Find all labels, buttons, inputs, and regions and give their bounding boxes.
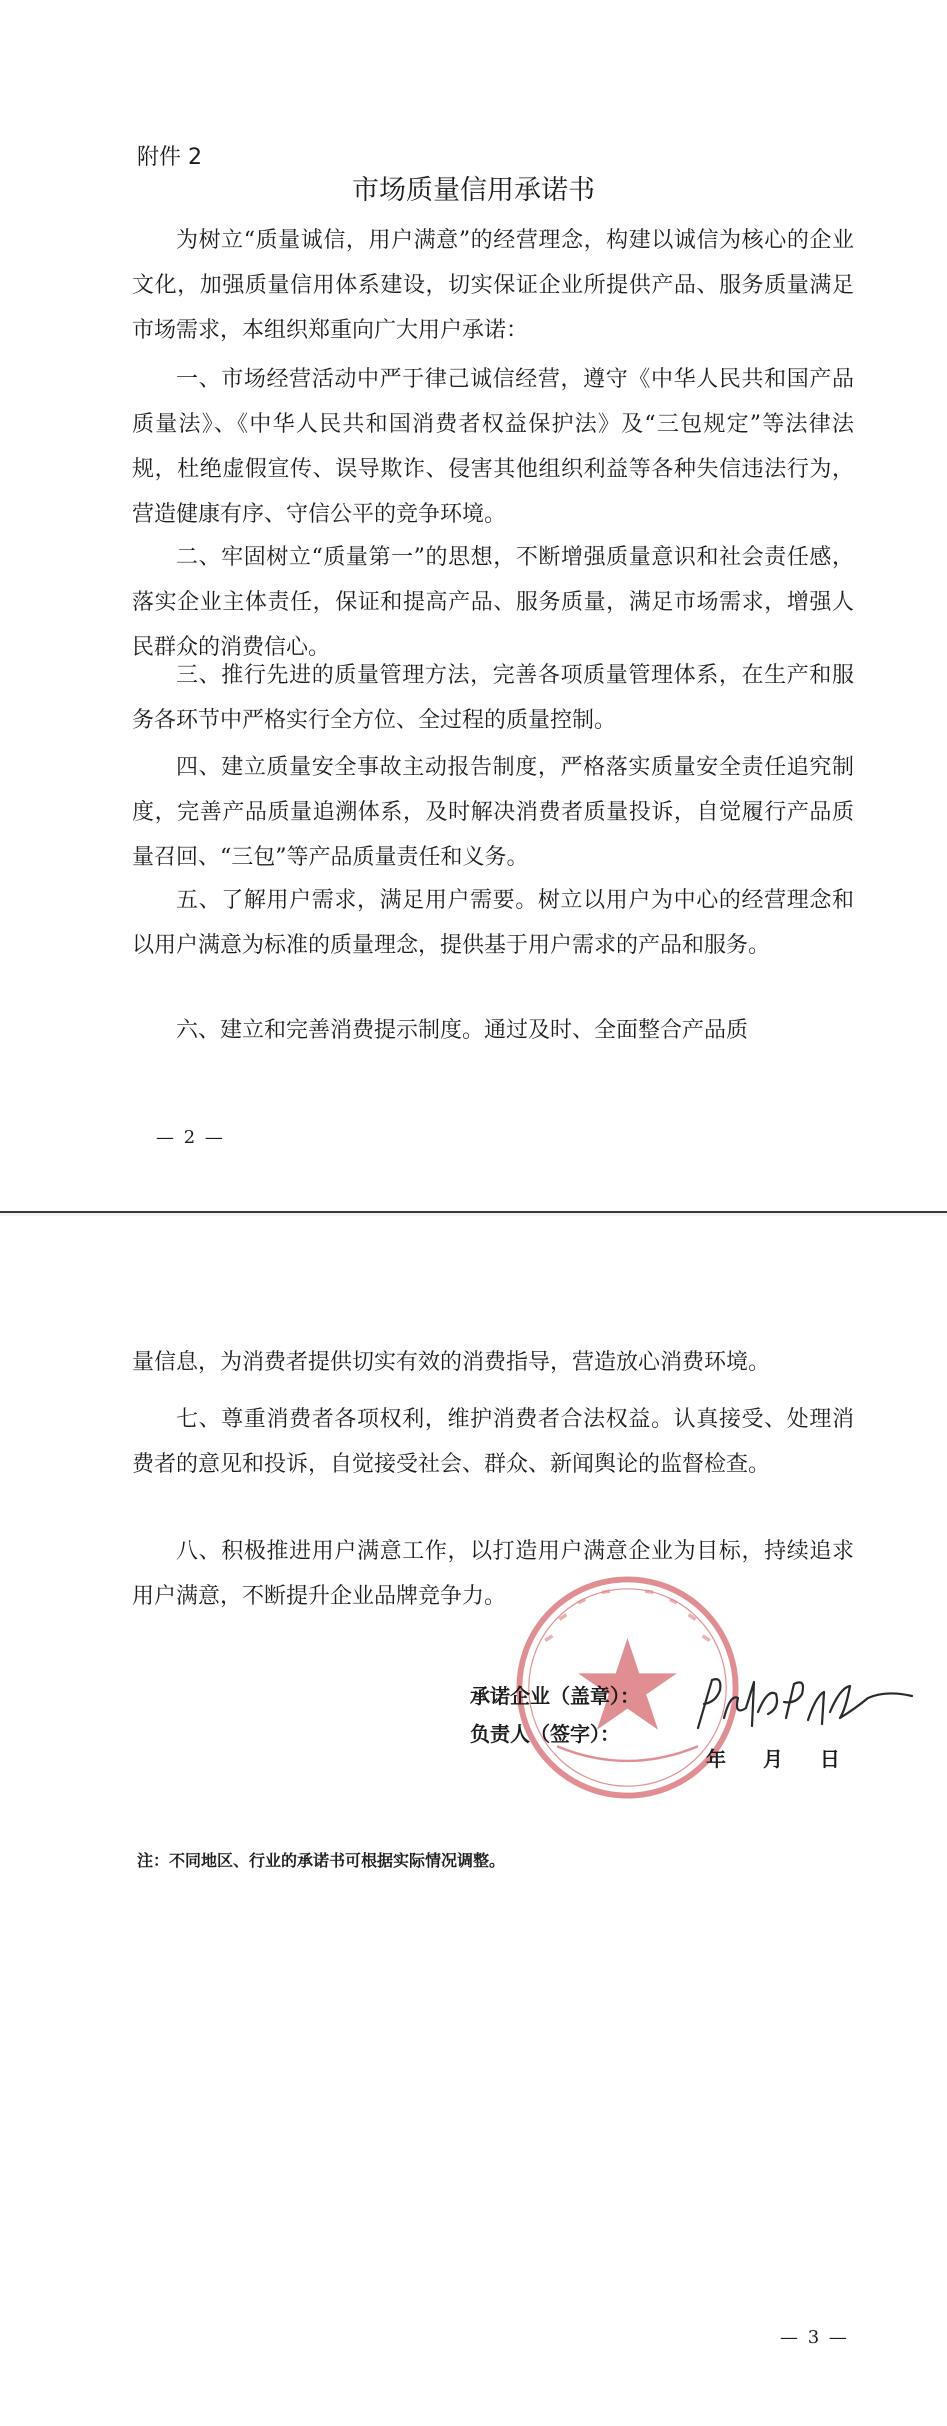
clause-4: 四、建立质量安全事故主动报告制度，严格落实质量安全责任追究制度，完善产品质量追溯体系，及时解决消费者质量投诉，自觉履行产品质量召回、“三包”等产品质量责任和义务。 (132, 755, 854, 870)
promisor-label: 承诺企业（盖章）： (470, 1684, 640, 1708)
responsible-person-label: 负责人（签字）： (470, 1722, 620, 1746)
clause-6-start: 六、建立和完善消费提示制度。通过及时、全面整合产品质 (176, 1018, 749, 1043)
footnote: 注：不同地区、行业的承诺书可根据实际情况调整。 (137, 1851, 506, 1870)
clause-5: 五、了解用户需求，满足用户需要。树立以用户为中心的经营理念和以用户满意为标准的质量理念，提供基于用户需求的产品和服务。 (132, 888, 854, 958)
attachment-label: 附件 2 (137, 145, 202, 170)
clause-3: 三、推行先进的质量管理方法，完善各项质量管理体系，在生产和服务各环节中严格实行全方位、全过程的质量控制。 (132, 663, 854, 733)
handwritten-signature (690, 1668, 920, 1743)
clause-7: 七、尊重消费者各项权利，维护消费者合法权益。认真接受、处理消费者的意见和投诉，自觉接受社会、群众、新闻舆论的监督检查。 (132, 1407, 854, 1477)
clause-1: 一、市场经营活动中严于律己诚信经营，遵守《中华人民共和国产品质量法》、《中华人民共和国消费者权益保护法》及“三包规定”等法律法规，杜绝虚假宣传、误导欺诈、侵害其他组织利益等各种失信违法行为，营造健康有序、守信公平的竞争环境。 (132, 367, 854, 527)
document-title: 市场质量信用承诺书 (352, 175, 595, 206)
clause-2: 二、牢固树立“质量第一”的思想，不断增强质量意识和社会责任感，落实企业主体责任，保证和提高产品、服务质量，满足市场需求，增强人民群众的消费信心。 (132, 545, 854, 660)
page-number: — 2 — (156, 1127, 225, 1148)
intro-paragraph: 为树立“质量诚信，用户满意”的经营理念，构建以诚信为核心的企业文化，加强质量信用体系建设，切实保证企业所提供产品、服务质量满足市场需求，本组织郑重向广大用户承诺： (132, 228, 854, 343)
clause-6-continued: 量信息，为消费者提供切实有效的消费指导，营造放心消费环境。 (132, 1350, 771, 1375)
page-number: — 3 — (780, 2327, 849, 2348)
date-line: 年 月 日 (706, 1747, 840, 1771)
clause-8: 八、积极推进用户满意工作，以打造用户满意企业为目标，持续追求用户满意，不断提升企业品牌竞争力。 (132, 1539, 854, 1609)
